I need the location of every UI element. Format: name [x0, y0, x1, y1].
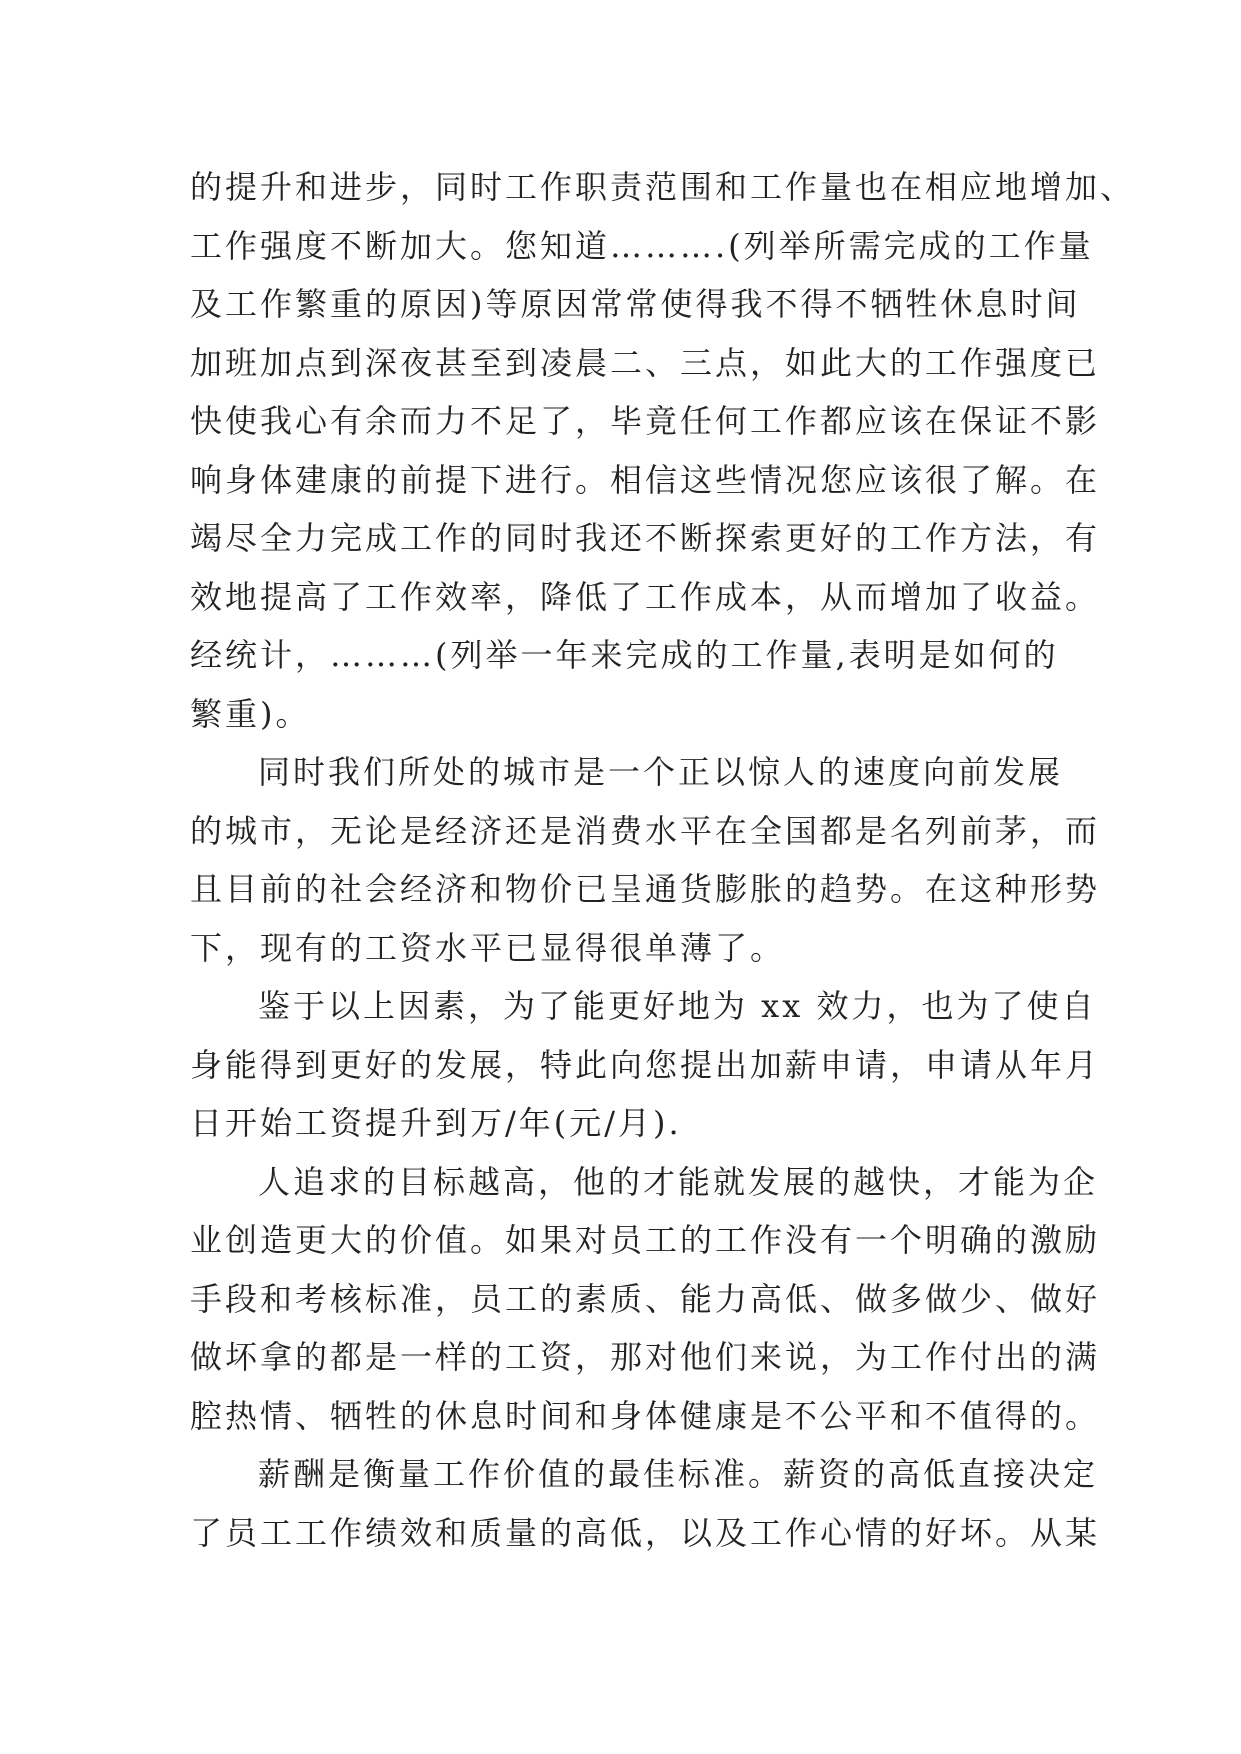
paragraph-first-line: 人追求的目标越高，他的才能就发展的越快，才能为企 — [258, 1162, 1099, 1201]
text-line: 快使我心有余而力不足了，毕竟任何工作都应该在保证不影 — [190, 402, 1101, 440]
text-line: 业创造更大的价值。如果对员工的工作没有一个明确的激励 — [190, 1221, 1101, 1259]
text-line: 加班加点到深夜甚至到凌晨二、三点，如此大的工作强度已 — [190, 343, 1101, 382]
paragraph-first-line: 薪酬是衡量工作价值的最佳标准。薪资的高低直接决定 — [258, 1455, 1099, 1493]
text-line: 身能得到更好的发展，特此向您提出加薪申请，申请从年月 — [190, 1045, 1101, 1084]
text-line: 及工作繁重的原因)等原因常常使得我不得不牺牲休息时间 — [190, 285, 1081, 323]
text-line: 效地提高了工作效率，降低了工作成本，从而增加了收益。 — [190, 577, 1101, 616]
text-line: 手段和考核标准，员工的素质、能力高低、做多做少、做好 — [190, 1279, 1101, 1318]
text-line: 腔热情、牺牲的休息时间和身体健康是不公平和不值得的。 — [190, 1396, 1101, 1435]
text-line: 日开始工资提升到万/年(元/月). — [190, 1104, 682, 1142]
text-line: 工作强度不断加大。您知道……….(列举所需完成的工作量 — [190, 226, 1094, 265]
text-line: 且目前的社会经济和物价已呈通货膨胀的趋势。在这种形势 — [190, 870, 1101, 908]
text-line: 了员工工作绩效和质量的高低，以及工作心情的好坏。从某 — [190, 1513, 1101, 1552]
text-line: 的城市，无论是经济还是消费水平在全国都是名列前茅，而 — [190, 811, 1101, 850]
text-line: 下，现有的工资水平已显得很单薄了。 — [190, 928, 786, 967]
text-line: 的提升和进步，同时工作职责范围和工作量也在相应地增加、 — [190, 168, 1136, 206]
paragraph-first-line: 鉴于以上因素，为了能更好地为 xx 效力，也为了使自 — [258, 987, 1097, 1025]
text-line: 繁重)。 — [190, 694, 311, 733]
paragraph-first-line: 同时我们所处的城市是一个正以惊人的速度向前发展 — [258, 753, 1064, 791]
text-line: 做坏拿的都是一样的工资，那对他们来说，为工作付出的满 — [190, 1338, 1101, 1376]
document-body — [190, 158, 1136, 1562]
text-line: 经统计，………(列举一年来完成的工作量,表明是如何的 — [190, 636, 1059, 674]
text-line: 响身体建康的前提下进行。相信这些情况您应该很了解。在 — [190, 460, 1101, 499]
text-line: 竭尽全力完成工作的同时我还不断探索更好的工作方法，有 — [190, 519, 1101, 557]
